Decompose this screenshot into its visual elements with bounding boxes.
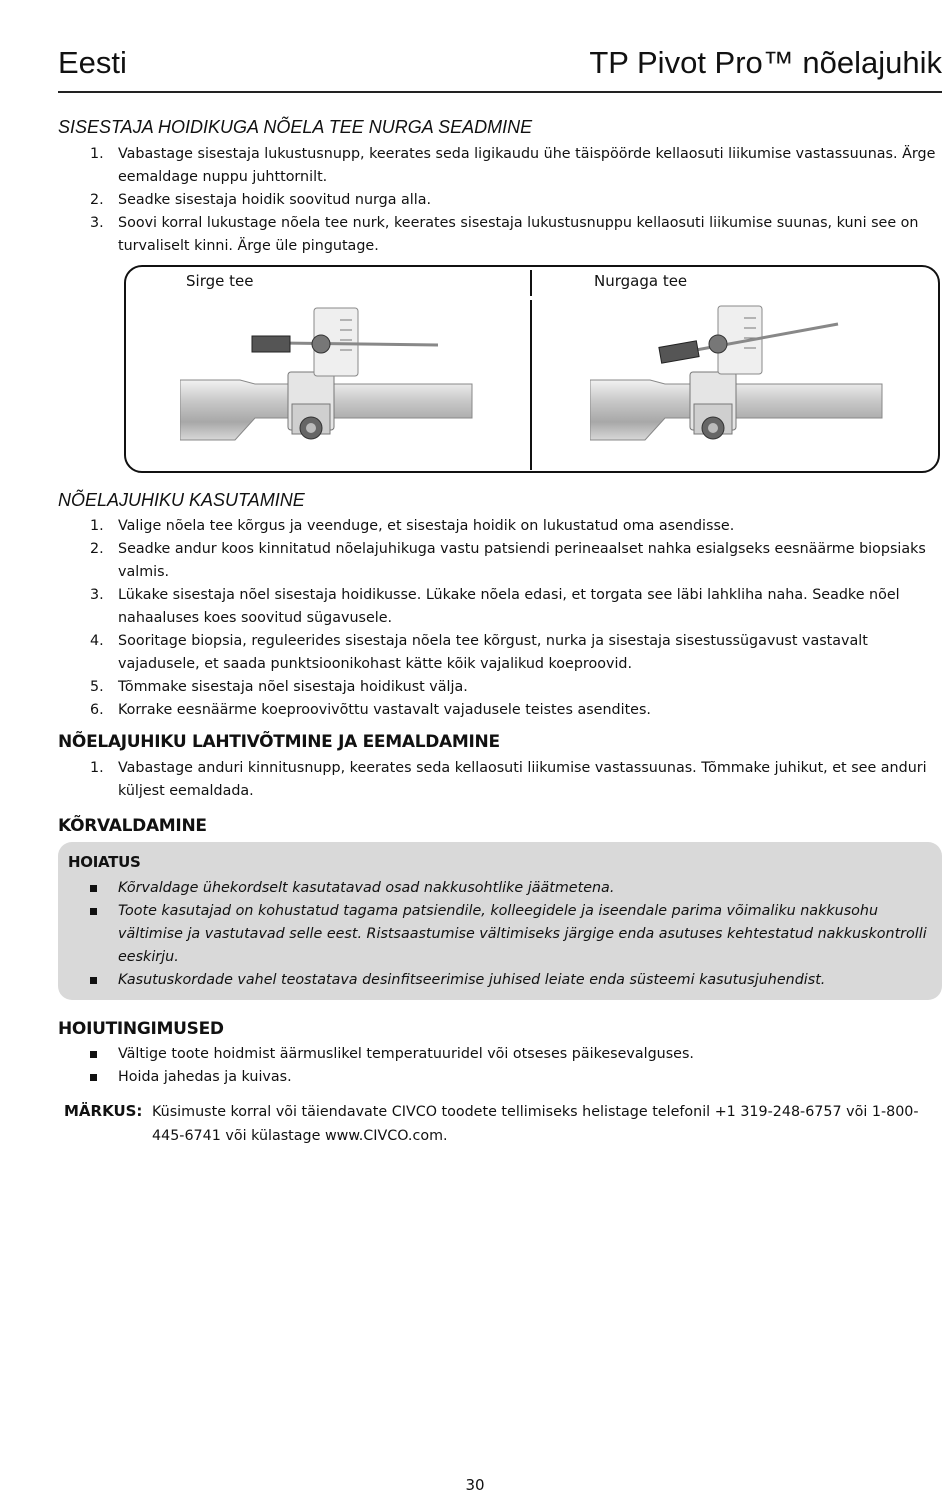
list-item: 1. Vabastage anduri kinnitusnupp, keerates seda kellaosuti liikumise vastassuunas. Tõmmake juhikut, et see anduri küljest eemaldada. xyxy=(90,760,927,799)
list-item: 4. Sooritage biopsia, reguleerides sisestaja nõela tee kõrgust, nurka ja sisestaja sisestussügavust vastavalt vajadusele, et saada punktsioonikohast kätte kõik vajalikud koeproovid. xyxy=(90,633,868,672)
straight-path-illustration xyxy=(180,300,475,470)
section-use-title: NÕELAJUHIKU KASUTAMINE xyxy=(58,490,305,510)
warning-title: HOIATUS xyxy=(68,853,141,871)
figure-divider xyxy=(530,300,532,470)
list-item: 2. Seadke sisestaja hoidik soovitud nurga alla. xyxy=(90,192,432,208)
header-product-title: TP Pivot Pro™ nõelajuhik xyxy=(589,45,942,80)
section-storage-title: HOIUTINGIMUSED xyxy=(58,1019,224,1039)
note-label: MÄRKUS: xyxy=(64,1102,143,1120)
list-item: Toote kasutajad on kohustatud tagama patsiendile, kolleegidele ja iseendale parima võimaliku nakkusohu vältimise ja vastutavad selle eest. Ristsaastumise vältimiseks järgige enda asutuses kehtestatud nakkuskontrolli eeskirju. xyxy=(58,900,938,969)
list-item: 6. Korrake eesnäärme koeproovivõttu vastavalt vajadusele teistes asendites. xyxy=(90,702,651,718)
list-item: Kõrvaldage ühekordselt kasutatavad osad nakkusohtlike jäätmetena. xyxy=(58,877,938,900)
warning-bullets xyxy=(58,877,938,992)
angled-path-illustration xyxy=(590,300,885,470)
header-language: Eesti xyxy=(58,45,127,80)
section-angle-title: SISESTAJA HOIDIKUGA NÕELA TEE NURGA SEADMINE xyxy=(58,117,533,137)
list-item: 3. Soovi korral lukustage nõela tee nurk, keerates sisestaja lukustusnuppu kellaosuti liikumise suunas, kuni see on turvaliselt kinni. Ärge üle pingutage. xyxy=(90,215,919,254)
figure-left-label: Sirge tee xyxy=(186,272,254,290)
storage-bullets xyxy=(58,1043,944,1089)
header-rule xyxy=(58,91,942,93)
list-item: Vältige toote hoidmist äärmuslikel temperatuuridel või otseses päikesevalguses. xyxy=(58,1043,944,1066)
list-item: 2. Seadke andur koos kinnitatud nõelajuhikuga vastu patsiendi perineaalset nahka esialgseks eesnäärme biopsiaks valmis. xyxy=(90,541,926,580)
figure-divider-top xyxy=(530,270,532,296)
bullet-icon xyxy=(90,885,97,892)
list-item: Kasutuskordade vahel teostatava desinfitseerimise juhised leiate enda süsteemi kasutusjuhendist. xyxy=(58,969,938,992)
page-number: 30 xyxy=(465,1476,485,1494)
list-item: Hoida jahedas ja kuivas. xyxy=(58,1066,944,1089)
section-remove-steps xyxy=(58,757,944,803)
section-disposal-title: KÕRVALDAMINE xyxy=(58,816,207,836)
section-remove-title: NÕELAJUHIKU LAHTIVÕTMINE JA EEMALDAMINE xyxy=(58,732,500,752)
bullet-icon xyxy=(90,977,97,984)
section-use-steps xyxy=(58,515,944,722)
figure-right-label: Nurgaga tee xyxy=(594,272,688,290)
bullet-icon xyxy=(90,908,97,915)
list-item: 5. Tõmmake sisestaja nõel sisestaja hoidikust välja. xyxy=(90,679,468,695)
list-item: 3. Lükake sisestaja nõel sisestaja hoidikusse. Lükake nõela edasi, et torgata see läbi lahkliha naha. Seadke nõel nahaaluses koes soovitud sügavusele. xyxy=(90,587,900,626)
note-text: Küsimuste korral või täiendavate CIVCO toodete tellimiseks helistage telefonil +1 319-248-6757 või 1-800-445-6741 või külastage www.CIVCO.com. xyxy=(152,1104,919,1144)
list-item: 1. Valige nõela tee kõrgus ja veenduge, et sisestaja hoidik on lukustatud oma asendisse. xyxy=(90,518,735,534)
bullet-icon xyxy=(90,1074,97,1081)
section-angle-steps xyxy=(58,143,944,258)
list-item: 1. Vabastage sisestaja lukustusnupp, keerates seda ligikaudu ühe täispöörde kellaosuti liikumise vastassuunas. Ärge eemaldage nuppu juhttornilt. xyxy=(90,146,936,185)
bullet-icon xyxy=(90,1051,97,1058)
